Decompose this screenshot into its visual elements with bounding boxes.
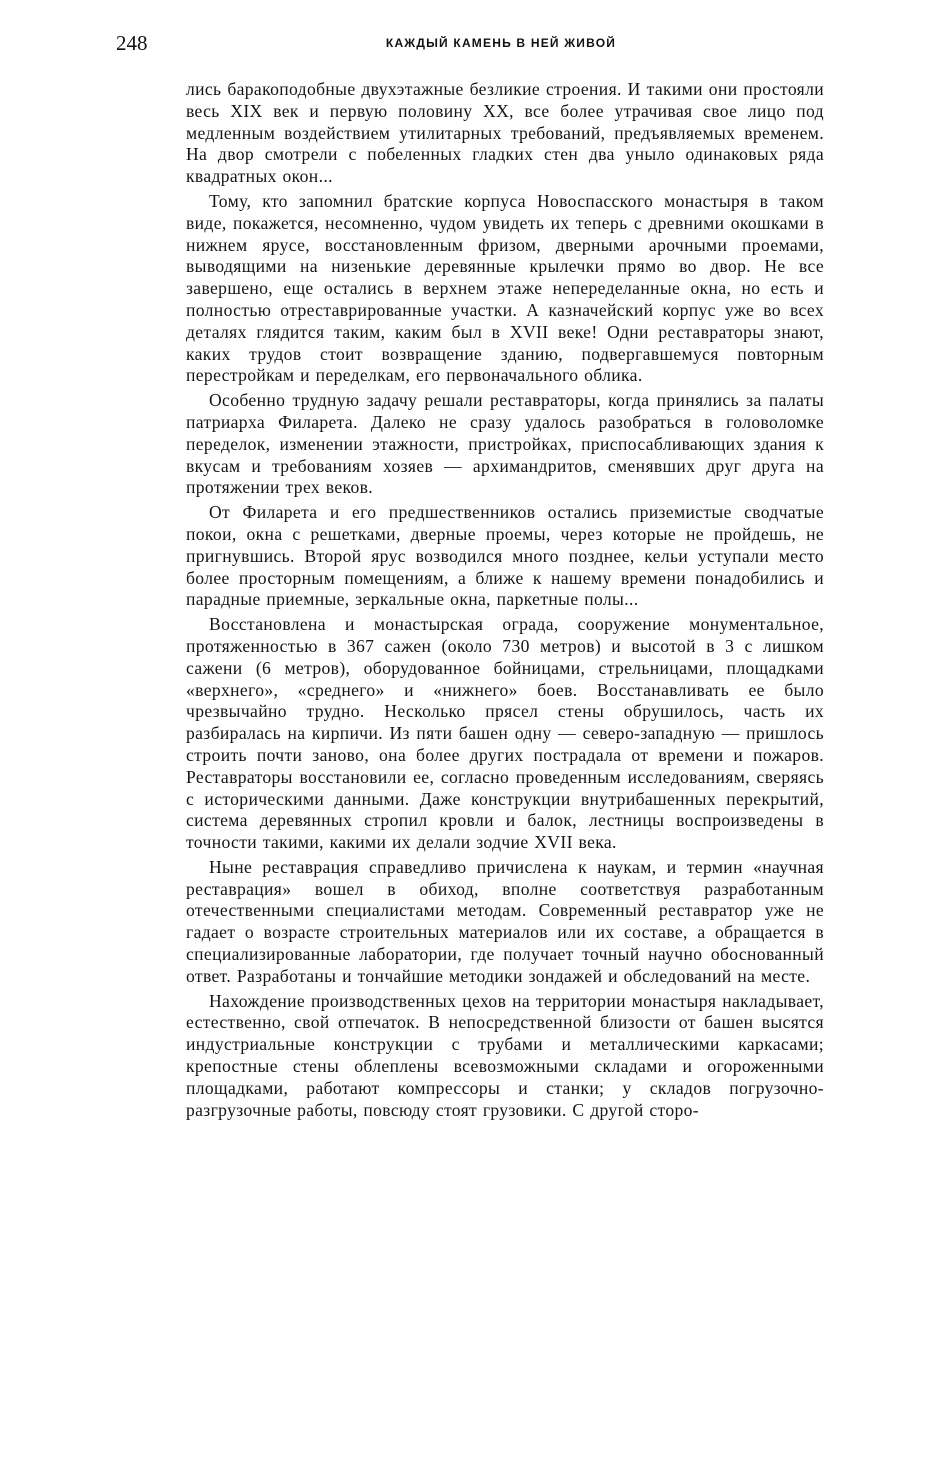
paragraph-5: Восстановлена и монастырская ограда, сооружение монументальное, протяженностью в 367 сажен (около 730 метров) и высотой в 3 с лишком сажени (6 метров), оборудованное бойницами, стрельницами, площадками «верхнего», «среднего» и «нижнего» боев. Восстанавливать ее было чрезвычайно трудно. Несколько прясел стены обрушилось, часть их разбиралась на кирпичи. Из пяти башен одну — северо-западную — пришлось строить почти заново, она более других пострадала от времени и пожаров. Реставраторы восстановили ее, согласно проведенным исследованиям, сверяясь с историческими данными. Даже конструкции внутрибашенных перекрытий, система деревянных стропил кровли и балок, лестницы воспроизведены в точности такими, какими их делали зодчие XVII века. xyxy=(186,614,824,853)
running-title: КАЖДЫЙ КАМЕНЬ В НЕЙ ЖИВОЙ xyxy=(385,36,617,50)
paragraph-4: От Филарета и его предшественников остались приземистые сводчатые покои, окна с решетками, дверные проемы, через которые не пройдешь, не пригнувшись. Второй ярус возводился много позднее, кельи уступали место более просторным помещениям, а ближе к нашему времени понадобились и парадные приемные, зеркальные окна, паркетные полы... xyxy=(186,502,824,610)
page-number: 248 xyxy=(116,31,148,55)
paragraph-6: Ныне реставрация справедливо причислена к наукам, и термин «научная реставрация» вошел в обиход, вполне соответствуя разработанным отечественными специалистами методам. Современный реставратор уже не гадает о возрасте строительных материалов или их составе, а обращается в специализированные лаборатории, где получает точный научно обоснованный ответ. Разработаны и тончайшие методики зондажей и обследований на месте. xyxy=(186,856,824,986)
paragraph-7: Нахождение производственных цехов на территории монастыря накладывает, естественно, свой отпечаток. В непосредственной близости от башен высятся индустриальные конструкции с трубами и металлическими каркасами; крепостные стены облеплены всевозможными складами и огороженными площадками, работают компрессоры и станки; у складов погрузочно-разгрузочные работы, повсюду стоят грузовики. С другой сторо- xyxy=(186,990,824,1120)
paragraph-1: лись баракоподобные двухэтажные безликие строения. И такими они простояли весь XIX век и первую половину XX, все более утрачивая свое лицо под медленным воздействием утилитарных требований, предъявляемых временем. На двор смотрели с побеленных гладких стен два уныло одинаковых ряда квадратных окон... xyxy=(186,79,824,187)
paragraph-3: Особенно трудную задачу решали реставраторы, когда принялись за палаты патриарха Филарета. Далеко не сразу удалось разобраться в головоломке переделок, изменении этажности, пристройках, приспосабливающих здания к вкусам и требованиям хозяев — архимандритов, сменявших друг друга на протяжении трех веков. xyxy=(186,390,824,498)
body-text xyxy=(186,79,824,1124)
paragraph-2: Тому, кто запомнил братские корпуса Новоспасского монастыря в таком виде, покажется, несомненно, чудом увидеть их теперь с древними окошками в нижнем ярусе, восстановленным фризом, дверными арочными проемами, выводящими на низенькие деревянные крылечки прямо во двор. Не все завершено, еще остались в верхнем этаже непеределанные окна, но есть и полностью отреставрированные участки. А казначейский корпус уже во всех деталях глядится таким, каким был в XVII веке! Одни реставраторы знают, каких трудов стоит возвращение зданию, подвергавшемуся повторным перестройкам и переделкам, его первоначального облика. xyxy=(186,190,824,386)
